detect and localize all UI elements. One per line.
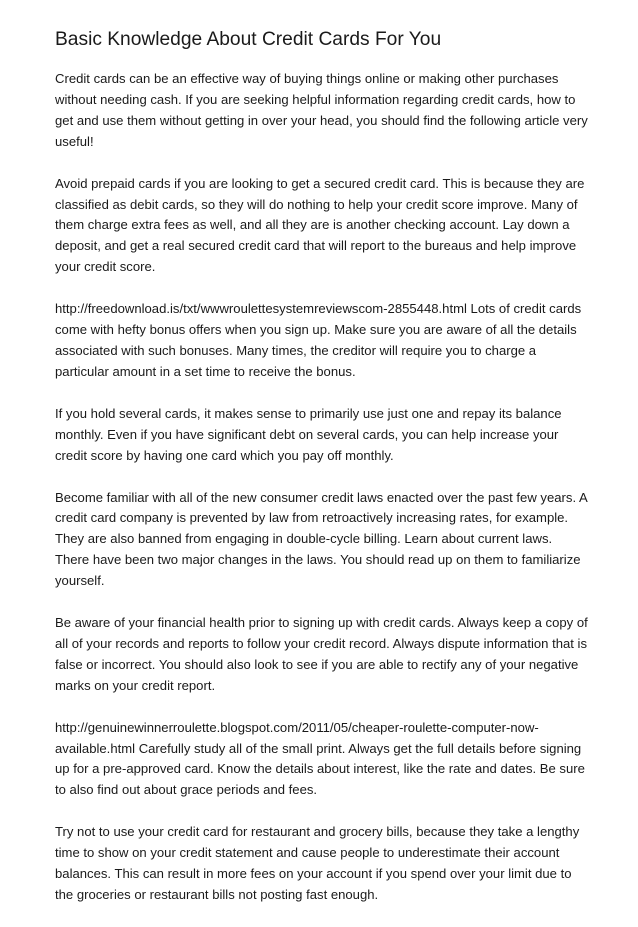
- paragraph-bonus-offers: http://freedownload.is/txt/wwwroulettesystemreviewscom-2855448.html Lots of credit cards come with hefty bonus offers when you sign up. Make sure you are aware of all the details associated with such bonuses. Many times, the creditor will require you to charge a particular amount in a set time to receive the bonus.: [55, 301, 582, 379]
- document-page: [55, 28, 588, 927]
- paragraph-prepaid-cards: Avoid prepaid cards if you are looking to get a secured credit card. This is because they are classified as debit cards, so they will do nothing to help your credit score improve. Many of them charge extra fees as well, and all they are is another checking account. Lay down a deposit, and get a real secured credit card that will report to the bureaus and help improve your credit score.: [55, 175, 585, 275]
- paragraph-small-print: http://genuinewinnerroulette.blogspot.com/2011/05/cheaper-roulette-computer-now-available.html Carefully study all of the small print. Always get the full details before signing up for a pre-approved card. Know the details about interest, like the rate and dates. Be sure to also find out about grace periods and fees.: [55, 719, 585, 798]
- paragraph-financial-health: Be aware of your financial health prior to signing up with credit cards. Always keep a copy of all of your records and reports to follow your credit record. Always dispute information that is false or incorrect. You should also look to see if you are able to rectify any of your negative marks on your credit report.: [55, 615, 588, 693]
- paragraph-several-cards: If you hold several cards, it makes sense to primarily use just one and repay its balance monthly. Even if you have significant debt on several cards, you can help increase your credit score by having one card which you pay off monthly.: [55, 405, 562, 463]
- paragraph-credit-laws: Become familiar with all of the new consumer credit laws enacted over the past few years. A credit card company is prevented by law from retroactively increasing rates, for example. They are also banned from engaging in double-cycle billing. Learn about current laws. There have been two major changes in the laws. You should read up on them to familiarize yourself.: [55, 489, 588, 589]
- page-title: Basic Knowledge About Credit Cards For You: [55, 29, 442, 50]
- paragraph-restaurant-grocery: Try not to use your credit card for restaurant and grocery bills, because they take a lengthy time to show on your credit statement and cause people to underestimate their account balances. This can result in more fees on your account if you spend over your limit due to the groceries or restaurant bills not posting fast enough.: [55, 824, 580, 902]
- paragraph-intro: Credit cards can be an effective way of buying things online or making other purchases without needing cash. If you are seeking helpful information regarding credit cards, how to get and use them without getting in over your head, you should find the following article very useful!: [55, 71, 588, 149]
